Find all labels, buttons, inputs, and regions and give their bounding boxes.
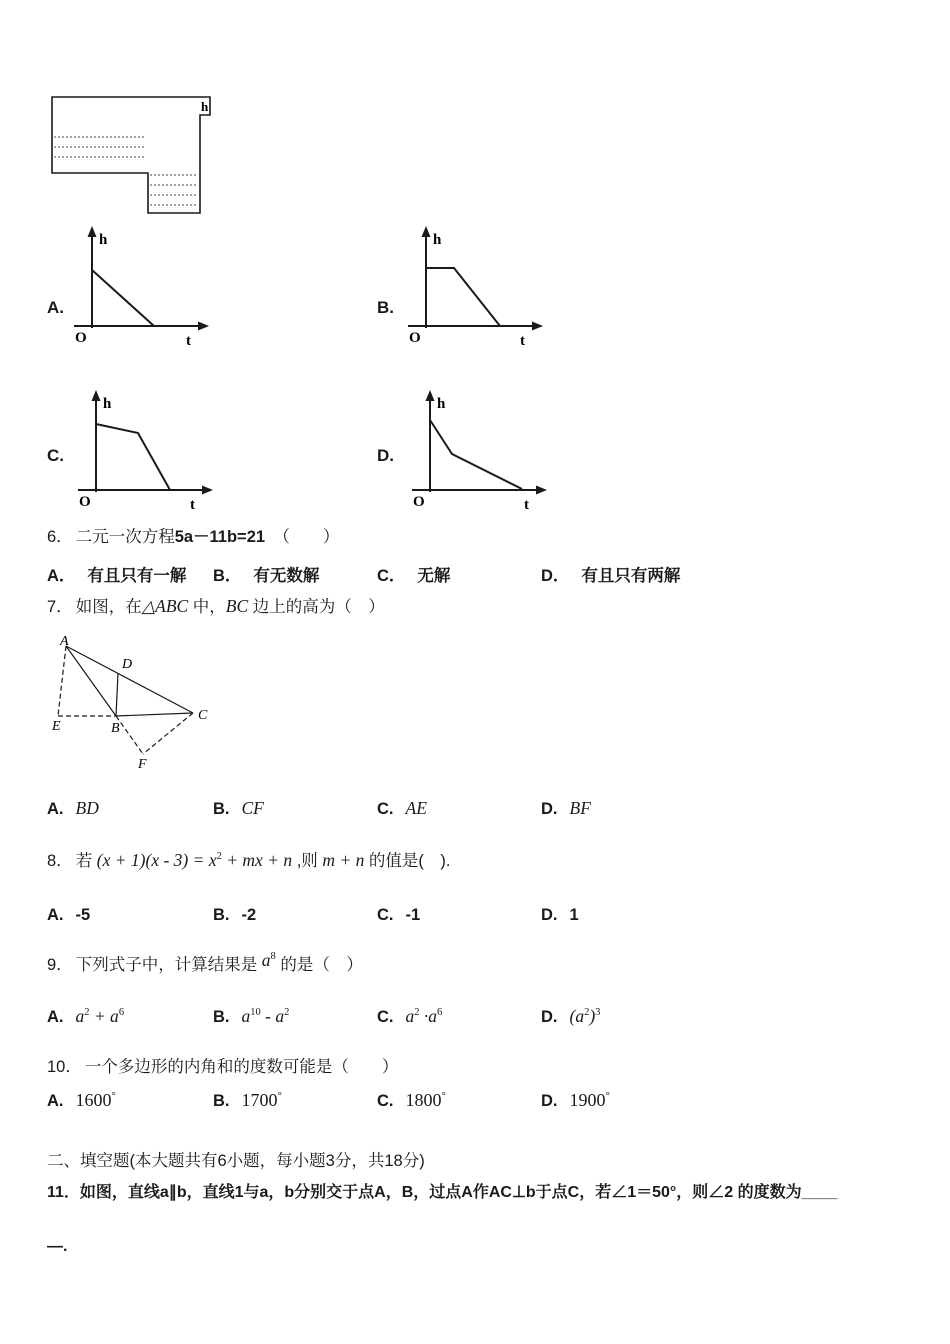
axis-label-h: h bbox=[437, 396, 446, 412]
option-value: -2 bbox=[241, 906, 257, 924]
question-text: 若 bbox=[75, 852, 93, 870]
axis-label-o: O bbox=[413, 494, 425, 510]
x-axis-arrow bbox=[532, 322, 543, 331]
option-text: 有且只有一解 bbox=[87, 567, 187, 585]
option-letter: C. bbox=[377, 800, 394, 818]
q7-option-c bbox=[377, 798, 541, 819]
water-level-lines bbox=[54, 137, 198, 205]
x-axis-arrow bbox=[536, 486, 547, 495]
q7-option-a bbox=[47, 798, 213, 819]
x-axis-arrow bbox=[198, 322, 209, 331]
curve-b bbox=[426, 268, 500, 326]
q9-option-c bbox=[377, 1006, 541, 1027]
q8-option-b bbox=[213, 906, 377, 925]
option-letter: B． bbox=[213, 567, 242, 585]
option-letter: B. bbox=[213, 800, 230, 818]
axis-label-o: O bbox=[409, 330, 421, 346]
graph-option-label-c: C. bbox=[47, 446, 64, 465]
question-7 bbox=[47, 594, 385, 619]
option-text: 有无数解 bbox=[253, 567, 320, 585]
option-letter: C. bbox=[377, 906, 394, 924]
water-container-figure bbox=[50, 95, 220, 221]
option-value: 1700° bbox=[241, 1090, 282, 1110]
question-text: 下列式子中，计算结果是 bbox=[75, 956, 258, 974]
axis-label-o: O bbox=[75, 330, 87, 346]
graph-option-label-d: D. bbox=[377, 446, 394, 465]
question-number: 7． bbox=[47, 598, 73, 616]
question-text: 的是（ ） bbox=[275, 956, 363, 974]
option-value: 1800° bbox=[405, 1090, 446, 1110]
question-number: 8． bbox=[47, 852, 73, 870]
option-math: $a^2 \cdot a^6$ bbox=[405, 1006, 443, 1026]
question-text: （ ） bbox=[265, 528, 340, 546]
container-h-label: h bbox=[201, 99, 209, 114]
q10-option-d bbox=[541, 1090, 610, 1111]
m-plus-n-math: m + n bbox=[322, 850, 365, 870]
q8-option-c bbox=[377, 906, 541, 925]
question-text: 如图，直线a∥b，直线1与a，b分别交于点A，B，过点A作AC⊥b于点C，若∠1＝50°，则∠2 的度数为____ bbox=[79, 1184, 838, 1201]
y-axis-arrow bbox=[426, 390, 435, 401]
bc-math: BC bbox=[225, 596, 249, 616]
question-number: 9． bbox=[47, 956, 73, 974]
q9-options bbox=[47, 1006, 600, 1027]
question-9 bbox=[47, 948, 363, 977]
option-letter: D. bbox=[541, 906, 558, 924]
question-text: 中， bbox=[188, 598, 226, 616]
section-2-header: 二、填空题(本大题共有6小题，每小题3分，共18分) bbox=[47, 1152, 425, 1170]
option-value: 1600° bbox=[75, 1090, 116, 1110]
vertex-label-c: C bbox=[198, 708, 208, 723]
q6-option-c bbox=[377, 562, 541, 586]
graph-a bbox=[62, 224, 214, 354]
q6-options bbox=[47, 562, 680, 586]
option-letter: B. bbox=[213, 1092, 230, 1110]
graph-c bbox=[66, 388, 218, 518]
axis-label-o: O bbox=[79, 494, 91, 510]
y-axis-arrow bbox=[92, 390, 101, 401]
question-number: 11． bbox=[47, 1184, 80, 1201]
vertex-label-b: B bbox=[111, 721, 120, 736]
option-letter: C. bbox=[377, 1008, 394, 1026]
option-math: CF bbox=[241, 798, 264, 818]
question-text: ,则 bbox=[292, 852, 323, 870]
question-number: 6． bbox=[47, 528, 73, 546]
vertex-label-a: A bbox=[60, 634, 69, 649]
option-letter: D. bbox=[541, 1092, 558, 1110]
y-axis-arrow bbox=[88, 226, 97, 237]
option-math: BF bbox=[569, 798, 591, 818]
option-letter: A. bbox=[47, 906, 64, 924]
q9-option-d bbox=[541, 1006, 600, 1027]
option-value: 1 bbox=[569, 906, 579, 924]
question-11-blank-continuation: —. bbox=[47, 1238, 68, 1255]
q6-option-d bbox=[541, 562, 680, 586]
q9-option-a bbox=[47, 1006, 213, 1027]
option-letter: B. bbox=[213, 906, 230, 924]
option-text: 无解 bbox=[417, 567, 451, 585]
y-axis-arrow bbox=[422, 226, 431, 237]
option-letter: D． bbox=[541, 567, 570, 585]
question-number: 10． bbox=[47, 1058, 82, 1076]
graph-d bbox=[400, 388, 552, 518]
graph-option-label-a: A. bbox=[47, 298, 64, 317]
question-6 bbox=[47, 526, 339, 549]
question-8 bbox=[47, 848, 451, 873]
a-power-8-math: $a^8$ bbox=[261, 950, 276, 970]
q10-option-a bbox=[47, 1090, 213, 1111]
option-value: -1 bbox=[405, 906, 421, 924]
equation: 5a－11b=21 bbox=[174, 528, 266, 546]
option-letter: D. bbox=[541, 1008, 558, 1026]
option-letter: D. bbox=[541, 800, 558, 818]
graph-option-label-b: B. bbox=[377, 298, 394, 317]
question-text: 边上的高为（ ） bbox=[248, 598, 385, 616]
option-letter: A. bbox=[47, 1008, 64, 1026]
q7-option-b bbox=[213, 798, 377, 819]
axis-label-h: h bbox=[103, 396, 112, 412]
question-10 bbox=[47, 1056, 398, 1079]
axis-label-t: t bbox=[520, 333, 525, 349]
option-letter: C． bbox=[377, 567, 406, 585]
question-11 bbox=[47, 1180, 927, 1206]
question-text: 二元一次方程 bbox=[75, 528, 175, 546]
option-math: BD bbox=[75, 798, 99, 818]
triangle-abc-math: △ABC bbox=[141, 596, 189, 616]
option-value: -5 bbox=[75, 906, 91, 924]
curve-d bbox=[430, 420, 522, 489]
question-text: 的值是( ). bbox=[364, 852, 451, 870]
q7-options bbox=[47, 798, 591, 819]
q8-option-d bbox=[541, 906, 579, 925]
option-letter: A. bbox=[47, 800, 64, 818]
option-math: $a^{10} - a^2$ bbox=[241, 1006, 290, 1026]
curve-c bbox=[96, 424, 170, 490]
question-text: 如图，在 bbox=[75, 598, 142, 616]
option-value: 1900° bbox=[569, 1090, 610, 1110]
option-letter: C. bbox=[377, 1092, 394, 1110]
axis-label-h: h bbox=[433, 232, 442, 248]
axis-label-t: t bbox=[186, 333, 191, 349]
q6-option-b bbox=[213, 562, 377, 586]
graph-b bbox=[396, 224, 548, 354]
option-letter: A． bbox=[47, 567, 76, 585]
x-axis-arrow bbox=[202, 486, 213, 495]
q10-option-b bbox=[213, 1090, 377, 1111]
option-letter: B. bbox=[213, 1008, 230, 1026]
triangle-figure bbox=[50, 634, 250, 774]
axis-label-t: t bbox=[524, 497, 529, 513]
q6-option-a bbox=[47, 562, 213, 586]
q10-options bbox=[47, 1090, 610, 1111]
q8-option-a bbox=[47, 906, 213, 925]
vertex-label-d: D bbox=[122, 657, 133, 672]
vertex-label-e: E bbox=[52, 719, 61, 734]
option-math: $(a^2)^3$ bbox=[569, 1006, 601, 1026]
polynomial-equation: $(x + 1)(x - 3) = x^2$ + mx + n bbox=[96, 850, 293, 870]
option-math: $a^2 + a^6$ bbox=[75, 1006, 125, 1026]
vertex-label-f: F bbox=[138, 757, 147, 772]
container-outline bbox=[52, 97, 210, 213]
axis-label-t: t bbox=[190, 497, 195, 513]
q8-options bbox=[47, 906, 579, 925]
axis-label-h: h bbox=[99, 232, 108, 248]
option-math: AE bbox=[405, 798, 427, 818]
question-text: 一个多边形的内角和的度数可能是（ ） bbox=[84, 1058, 399, 1076]
option-letter: A. bbox=[47, 1092, 64, 1110]
q7-option-d bbox=[541, 798, 591, 819]
curve-a bbox=[92, 270, 154, 326]
q10-option-c bbox=[377, 1090, 541, 1111]
option-text: 有且只有两解 bbox=[581, 567, 681, 585]
q9-option-b bbox=[213, 1006, 377, 1027]
